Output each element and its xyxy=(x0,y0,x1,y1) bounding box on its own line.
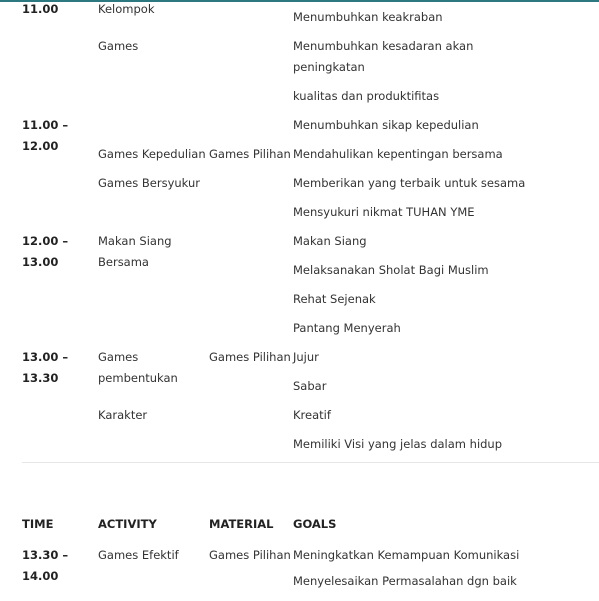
top-border-line xyxy=(0,0,599,2)
time-cell: 12.00 xyxy=(22,139,59,153)
time-cell: 13.30 – xyxy=(22,548,69,562)
goal-item: peningkatan xyxy=(293,60,365,74)
table-divider xyxy=(22,462,599,463)
activity-cell: Games Kepedulian xyxy=(98,147,206,161)
time-cell: 12.00 – xyxy=(22,234,69,248)
activity-cell: Games Efektif xyxy=(98,548,179,562)
time-cell: 13.00 xyxy=(22,255,59,269)
time-cell: 13.00 – xyxy=(22,350,69,364)
activity-cell: Bersama xyxy=(98,255,149,269)
goal-item: Menumbuhkan keakraban xyxy=(293,10,443,24)
activity-cell: Games Bersyukur xyxy=(98,176,200,190)
activity-cell: Games xyxy=(98,39,139,53)
goal-item: Jujur xyxy=(293,350,319,364)
goal-item: Meningkatkan Kemampuan Komunikasi xyxy=(293,548,520,562)
time-cell: 13.30 xyxy=(22,371,59,385)
activity-cell: Karakter xyxy=(98,408,148,422)
activity-cell: Makan Siang xyxy=(98,234,172,248)
goal-item: Mendahulikan kepentingan bersama xyxy=(293,147,503,161)
activity-cell: pembentukan xyxy=(98,371,178,385)
goal-item: Pantang Menyerah xyxy=(293,321,401,335)
goal-item: Menyelesaikan Permasalahan dgn baik xyxy=(293,574,517,588)
time-cell: 11.00 xyxy=(22,2,59,16)
header-activity: ACTIVITY xyxy=(98,517,157,531)
activity-cell: Kelompok xyxy=(98,2,155,16)
activity-cell: Games xyxy=(98,350,139,364)
material-cell: Games Pilihan xyxy=(209,548,291,562)
time-cell: 11.00 – xyxy=(22,118,69,132)
goal-item: Melaksanakan Sholat Bagi Muslim xyxy=(293,263,489,277)
time-cell: 14.00 xyxy=(22,569,59,583)
goal-item: Makan Siang xyxy=(293,234,367,248)
header-time: TIME xyxy=(22,517,54,531)
header-goals: GOALS xyxy=(293,517,337,531)
goal-item: Mensyukuri nikmat TUHAN YME xyxy=(293,205,475,219)
goal-item: Rehat Sejenak xyxy=(293,292,376,306)
goal-item: Menumbuhkan sikap kepedulian xyxy=(293,118,479,132)
goal-item: Memberikan yang terbaik untuk sesama xyxy=(293,176,526,190)
goal-item: Sabar xyxy=(293,379,327,393)
goal-item: Kreatif xyxy=(293,408,331,422)
goal-item: kualitas dan produktifitas xyxy=(293,89,440,103)
material-cell: Games Pilihan xyxy=(209,350,291,364)
material-cell: Games Pilihan xyxy=(209,147,291,161)
goal-item: Menumbuhkan kesadaran akan xyxy=(293,39,474,53)
header-material: MATERIAL xyxy=(209,517,274,531)
goal-item: Memiliki Visi yang jelas dalam hidup xyxy=(293,437,503,451)
